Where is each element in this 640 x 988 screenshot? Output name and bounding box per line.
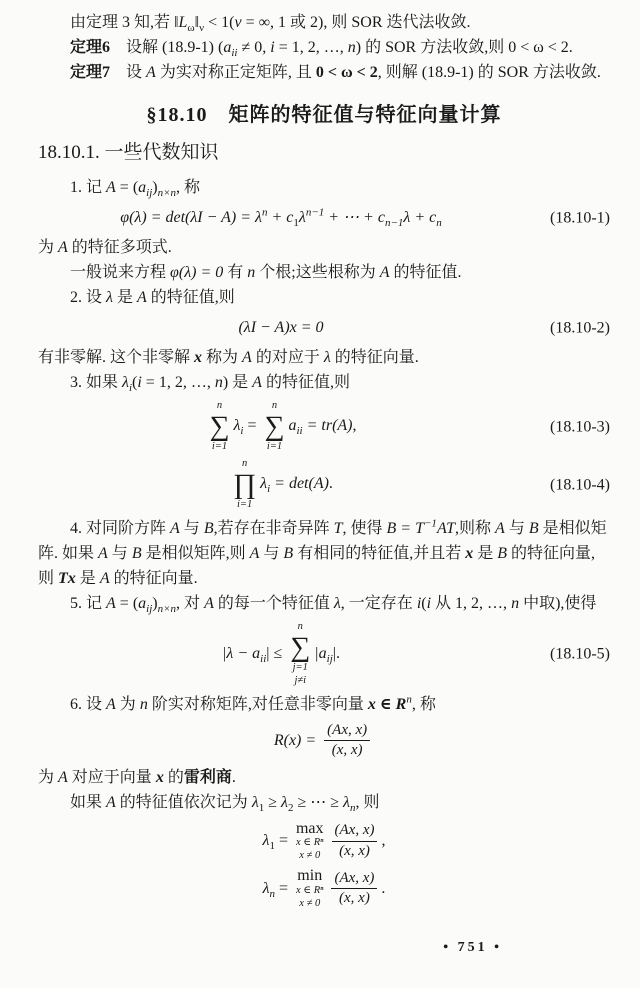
equation-body: $\varphi(\lambda) = \det(\lambda I - A) = \lambda^n + c_1\lambda^{n-1}$ + ⋯ + $c_{n-1}\lambda + c_n$ (120, 206, 442, 230)
line-eigenvalue-order: 如果 A 的特征值依次记为 $\lambda_1 \ge \lambda_2$ ≥ ⋯ ≥ $\lambda_n$, 则 (70, 793, 380, 814)
equation-tag: (18.10-5) (550, 645, 610, 663)
equation-lambda1-max (38, 820, 610, 863)
item-1: 1. 记 $A = (a_{ij})_{n\times n}$, 称 (70, 179, 201, 200)
equation-body: $|\lambda - a_{ii}|$ ≤ n ∑ j=1 j≠i $|a_{ij}|$. (222, 621, 340, 686)
equation-tag: (18.10-2) (550, 319, 610, 336)
subsection-title: 18.10.1. 一些代数知识 (38, 142, 219, 163)
equation-18-10-3 (38, 400, 610, 453)
equation-lambdan-min (38, 867, 610, 910)
item-6: 6. 设 A 为 n 阶实对称矩阵,对任意非零向量 x ∈ $R^n$, 称 (70, 693, 436, 714)
paragraph-theorem7: 定理7 设 A 为实对称正定矩阵, 且 0 < ω < 2, 则解 (18.9-1) 的 SOR 方法收敛. (70, 64, 601, 81)
item-2: 2. 设 λ 是 A 的特征值,则 (70, 289, 235, 306)
equation-18-10-1 (38, 205, 610, 230)
line-nonzero-solution: 有非零解. 这个非零解 x 称为 A 的对应于 λ 的特征向量. (38, 349, 419, 366)
equation-body: R(x) = $\frac{(Ax, x)}{(x, x)}$ (274, 732, 374, 749)
equation-tag: (18.10-1) (550, 209, 610, 226)
item-3: 3. 如果 $\lambda_i(i = 1$, 2, …, n) 是 A 的特征值,则 (70, 374, 350, 395)
item-5: 5. 记 $A = (a_{ij})_{n\times n}$, 对 A 的每一个特征值 λ, 一定存在 i(i 从 1, 2, …, n 中取),使得 (70, 595, 597, 616)
equation-body: (λI − A)x = 0 (238, 319, 324, 336)
equation-rayleigh-quotient (38, 722, 610, 760)
item-4: 4. 对同阶方阵 A 与 B,若存在非奇异阵 T, 使得 $B = T^{-1}AT$,则称 A 与 B 是相似矩阵. 如果 A 与 B 是相似矩阵,则 A 与 B 有相同的特征值,并且若 x 是 B 的特征向量,则 Tx 是 A 的特征向量. (38, 518, 607, 588)
equation-body: $\lambda_1$ = max x ∈ Rⁿ x ≠ 0 $\frac{(Ax, x)}{(x, x)}$ , (262, 819, 386, 861)
equation-tag: (18.10-3) (550, 418, 610, 436)
equation-body: n ∏ i=1 $\lambda_i = \det(A)$. (233, 458, 333, 510)
equation-18-10-2 (38, 315, 610, 340)
line-rayleigh-name: 为 A 对应于向量 x 的雷利商. (38, 768, 236, 786)
equation-body: $\lambda_n$ = min x ∈ Rⁿ x ≠ 0 $\frac{(Ax, x)}{(x, x)}$ . (262, 867, 386, 909)
equation-18-10-4 (38, 458, 610, 511)
equation-body: n ∑ i=1 $\lambda_i$ = n ∑ i=1 $a_{ii} = tr(A)$, (209, 400, 357, 452)
equation-18-10-5 (38, 621, 610, 687)
equation-tag: (18.10-4) (550, 476, 610, 494)
page-number: • 751 • (443, 940, 502, 955)
paragraph-theorem6: 定理6 设解 (18.9-1) ($a_{ii} \ne 0$, i = 1, 2, …, n) 的 SOR 方法收敛,则 0 < ω < 2. (70, 39, 573, 60)
section-title: §18.10 矩阵的特征值与特征向量计算 (146, 104, 502, 126)
paragraph-theorem3-note: 由定理 3 知,若 $‖L_\omega‖_\nu < 1(\nu$ = ∞, 1 或 2), 则 SOR 迭代法收敛. (70, 14, 471, 35)
line-characteristic-polynomial: 为 A 的特征多项式. (38, 239, 172, 256)
line-roots-eigenvalues: 一般说来方程 φ(λ) = 0 有 n 个根;这些根称为 A 的特征值. (70, 264, 462, 281)
